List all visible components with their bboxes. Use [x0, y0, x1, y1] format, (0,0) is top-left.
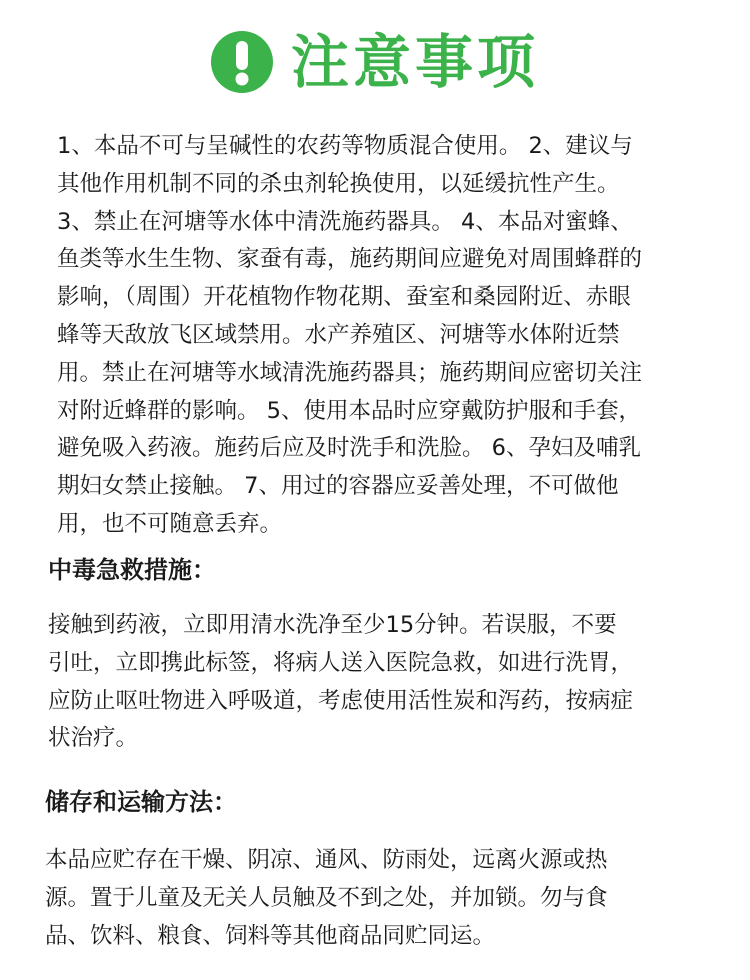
page-header — [0, 22, 750, 102]
first-aid-heading-wrap — [0, 550, 750, 590]
first-aid-section — [0, 607, 750, 758]
page-title: 注意事项 — [290, 28, 539, 96]
exclamation-icon — [211, 31, 273, 93]
precautions-text: 1、本品不可与呈碱性的农药等物质混合使用。 2、建议与 其他作用机制不同的杀虫剂轮换使用，以延缓抗性产生。 3、禁止在河塘等水体中清洗施药器具。 4、本品对蜜蜂、 鱼类等水生生物、家蚕有毒，施药期间应避免对周围蜂群的 影响，（周围）开花植物作物花期、蚕室和桑园附近、赤眼 蜂等天敌放飞区域禁用。水产养殖区、河塘等水体附近禁 用。禁止在河塘等水域清洗施药器具；施药期间应密切关注 对附近蜂群的影响。 5、使用本品时应穿戴防护服和手套， 避免吸入药液。施药后应及时洗手和洗脸。 6、孕妇及哺乳 期妇女禁止接触。 7、用过的容器应妥善处理，不可做他 用，也不可随意丢弃。 — [57, 133, 643, 537]
storage-section — [0, 842, 750, 955]
precautions-section — [0, 128, 750, 544]
storage-text: 本品应贮存在干燥、阴凉、通风、防雨处，远离火源或热 源。置于儿童及无关人员触及不到之处，并加锁。勿与食 品、饮料、粮食、饲料等其他商品同贮同运。 — [45, 847, 608, 949]
storage-heading: 储存和运输方法： — [45, 788, 237, 816]
first-aid-heading: 中毒急救措施： — [48, 556, 216, 584]
first-aid-text: 接触到药液，立即用清水洗净至少15分钟。若误服，不要 引吐，立即携此标签，将病人送入医院急救，如进行洗胃， 应防止呕吐物进入呼吸道，考虑使用活性炭和泻药，按病症 状治疗。 — [48, 612, 634, 752]
storage-heading-wrap — [0, 782, 750, 822]
